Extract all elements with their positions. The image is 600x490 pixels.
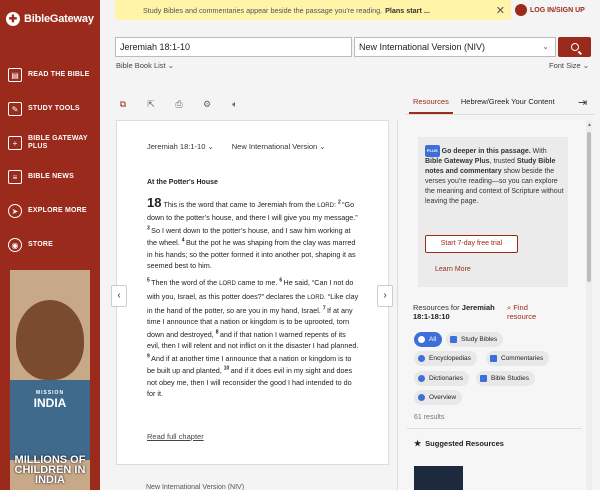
login-button[interactable] [515, 4, 585, 16]
small-caps-lord: LORD [317, 203, 334, 209]
sidebar-ad[interactable] [10, 270, 90, 490]
encyclopedia-icon [418, 355, 425, 362]
tab-resources[interactable]: Resources [409, 97, 453, 114]
filter-chip-label: Encyclopedias [429, 355, 471, 362]
font-size-label: Font Size [549, 61, 581, 70]
share-icon[interactable]: ⇱ [147, 99, 155, 109]
plus-promo-card [418, 137, 568, 287]
sidebar-item-label: BIBLE NEWS [28, 173, 74, 180]
sidebar-item-bible-gateway-plus[interactable] [0, 126, 100, 160]
scroll-up-icon[interactable]: ▲ [587, 122, 592, 128]
chevron-left-icon: ‹ [117, 290, 121, 301]
passage-search-input[interactable]: Jeremiah 18:1-10 [115, 37, 352, 57]
promo-text [425, 145, 565, 207]
verse-text: So I went down to the potter’s house, and I saw him working at the wheel. [147, 225, 351, 248]
print-icon[interactable]: ⎙ [175, 99, 183, 109]
passage-text [147, 197, 359, 404]
filter-chip-all[interactable] [414, 332, 442, 347]
filter-chip-encyclopedias[interactable] [414, 351, 477, 366]
plus-badge: PLUS [425, 145, 440, 157]
gear-icon[interactable]: ⚙ [202, 99, 212, 109]
resource-tabs [409, 97, 555, 114]
check-icon [418, 336, 425, 343]
filter-chip-label: Overview [429, 394, 457, 401]
promo-body: , trusted [489, 158, 517, 165]
dictionary-icon [418, 375, 425, 382]
filter-chip-label: Dictionaries [429, 375, 463, 382]
verse-text: came to me. [235, 278, 280, 288]
resources-for-text: Resources for [413, 303, 460, 312]
logo-icon: ✚ [6, 12, 20, 26]
paragraph-body [147, 200, 358, 270]
divider [407, 428, 582, 429]
previous-chapter-button[interactable] [111, 285, 127, 307]
verse-text: and if it does evil in my sight and does not obey me, then I will reconsider the good I had intended to do for it. [147, 366, 353, 398]
promo-body: With [532, 147, 547, 155]
verse-number: 8 [215, 329, 220, 336]
sidebar-item-label: READ THE BIBLE [28, 71, 90, 78]
find-resource-link[interactable] [507, 303, 557, 321]
learn-more-link[interactable]: Learn More [435, 266, 471, 273]
bible-book-list-toggle[interactable] [116, 61, 174, 70]
passage-version-dropdown[interactable]: New International Version ⌄ [231, 142, 326, 151]
banner-text: Study Bibles and commentaries appear beside the passage you're reading. [143, 5, 383, 15]
filter-chip-study-bibles[interactable] [446, 332, 503, 347]
version-select-value: New International Version (NIV) [359, 42, 486, 52]
passage-header [147, 142, 326, 151]
next-passage-heading: New International Version (NIV) [146, 484, 245, 490]
filter-chip-label: Commentaries [501, 355, 544, 362]
book-icon: ▤ [8, 68, 22, 82]
start-trial-button[interactable]: Start 7-day free trial [425, 235, 518, 253]
ad-photo [16, 300, 84, 380]
passage-toolbar [116, 98, 242, 110]
font-size-toggle[interactable] [549, 61, 589, 70]
small-caps-lord: LORD [219, 281, 236, 288]
sidebar-item-explore-more[interactable] [0, 194, 100, 228]
ad-brand-name: INDIA [33, 396, 67, 410]
banner-bold: Plans start ... [385, 5, 430, 15]
filter-chip-label: Bible Studies [491, 375, 529, 382]
resources-reference: Jeremiah 18:1-18:10 [413, 303, 495, 321]
chevron-down-icon: ⌄ [542, 42, 549, 51]
search-button[interactable] [558, 37, 591, 57]
login-label: LOG IN/SIGN UP [530, 6, 585, 14]
commentary-icon [490, 355, 497, 362]
sidebar-item-study-tools[interactable] [0, 92, 100, 126]
verse-number: 6 [279, 278, 284, 284]
verse-number: 9 [147, 353, 152, 360]
verse-number: 5 [147, 278, 152, 284]
compass-icon: ➤ [8, 204, 22, 218]
sidebar-item-store[interactable] [0, 228, 100, 262]
chevron-down-icon: ⌄ [167, 61, 175, 70]
verse-text: : [333, 200, 338, 209]
verse-number: 7 [322, 305, 327, 312]
passage-panel [116, 120, 389, 465]
chevron-right-icon: › [383, 290, 387, 301]
sidebar-item-label: STORE [28, 241, 53, 248]
study-bible-icon [450, 336, 457, 343]
find-resource-label: Find resource [507, 303, 537, 321]
sidebar-item-label: EXPLORE MORE [28, 207, 87, 214]
paragraph-body [147, 278, 358, 397]
collapse-panel-icon[interactable]: ⇥ [578, 97, 588, 109]
passage-paragraph [147, 197, 359, 271]
parallel-icon[interactable]: ⧉ [119, 99, 127, 109]
scrollbar-thumb[interactable] [587, 132, 591, 282]
filter-chip-dictionaries[interactable] [414, 371, 469, 386]
sidebar-item-bible-news[interactable] [0, 160, 100, 194]
search-icon [571, 43, 579, 51]
verse-text: But the pot he was shaping from the clay was marred in his hands; so the potter formed it into another pot, shaping it as seemed best to him. [147, 238, 356, 270]
ad-brand [10, 390, 90, 410]
store-icon: ◉ [8, 238, 22, 252]
bible-study-icon [480, 375, 487, 382]
verse-text: and if that nation I warned repents of its evil, then I will relent and not inflict on it the disaster I had planned. [147, 329, 359, 351]
verse-number: 3 [147, 225, 152, 232]
tabs-divider [405, 114, 595, 115]
suggested-resources-label: Suggested Resources [425, 439, 504, 448]
read-full-chapter-link[interactable]: Read full chapter [147, 432, 204, 441]
filter-chip-label: Study Bibles [461, 336, 498, 343]
results-count: 61 results [414, 414, 445, 421]
verse-text: If at any time I announce that a nation or kingdom is to be uprooted, torn down and destroyed, [147, 306, 353, 339]
sidebar-item-label: STUDY TOOLS [28, 105, 80, 112]
verse-text: He said, “Can I not do with you, Israel, as this potter does?” declares the [147, 278, 354, 301]
promo-title: Go deeper in this passage. [441, 147, 531, 155]
chevron-down-icon: ⌄ [582, 61, 590, 70]
ad-brand-small: MISSION [35, 390, 65, 396]
resources-for-label [413, 303, 508, 321]
bible-book-list-label: Bible Book List [116, 61, 166, 70]
chapter-number: 18 [147, 195, 162, 210]
promo-banner[interactable] [115, 0, 511, 20]
sidebar-item-label: BIBLE GATEWAY PLUS [28, 135, 88, 150]
suggested-resources-heading [414, 439, 504, 448]
sidebar [0, 0, 100, 490]
verse-text: . “Like clay in the hand of the potter, so are you in my hand, Israel. [147, 291, 359, 316]
suggested-resource-thumbnail[interactable] [414, 466, 463, 490]
logo[interactable] [6, 12, 94, 26]
passage-heading: At the Potter's House [147, 179, 218, 186]
passage-version: New International Version [231, 142, 318, 151]
verse-text: And if at another time I announce that a nation or kingdom is to be built up and planted, [147, 353, 352, 376]
passage-paragraph [147, 276, 359, 399]
next-chapter-button[interactable] [377, 285, 393, 307]
audio-icon[interactable]: 🔈︎ [232, 99, 238, 109]
ad-headline: MILLIONS OF CHILDREN IN INDIA [14, 454, 86, 486]
filter-chip-label: All [429, 336, 437, 343]
passage-reference-dropdown[interactable]: Jeremiah 18:1-10 ⌄ [147, 142, 214, 151]
user-icon [515, 4, 527, 16]
search-icon: ⌕ [507, 303, 514, 312]
study-tools-icon: ✎ [8, 102, 22, 116]
passage-reference: Jeremiah 18:1-10 [147, 142, 206, 151]
verse-number: 10 [223, 365, 231, 372]
star-icon: ★ [414, 439, 422, 448]
verse-number: 4 [181, 238, 186, 244]
overview-icon [418, 394, 425, 401]
verse-text: Then the word of the [151, 278, 220, 288]
verse-text: This is the word that came to Jeremiah from the [163, 200, 318, 209]
news-icon: ≡ [8, 170, 22, 184]
plus-icon: + [8, 136, 22, 150]
verse-text: “Go down to the potter’s house, and there I will give you my message.” [147, 200, 358, 223]
sidebar-nav [0, 58, 100, 262]
filter-chip-bible-studies[interactable] [476, 371, 535, 386]
version-select[interactable] [354, 37, 556, 57]
tab-hebrew-greek[interactable]: Hebrew/Greek Your Content [460, 97, 555, 106]
promo-body: show beside the verses you’re reading—so you can explore the meaning and context of Scripture without leaving the page. [425, 168, 564, 205]
filter-chip-commentaries[interactable] [486, 351, 549, 366]
logo-text: BibleGateway [24, 13, 94, 25]
filter-chip-overview[interactable] [414, 390, 462, 405]
small-caps-lord: LORD [307, 294, 324, 301]
close-icon[interactable]: ✕ [495, 5, 505, 17]
verse-number: 2 [337, 199, 343, 206]
promo-bold: Study Bible notes and commentary [425, 158, 556, 175]
sidebar-item-read-the-bible[interactable] [0, 58, 100, 92]
promo-bold: Bible Gateway Plus [425, 158, 490, 165]
